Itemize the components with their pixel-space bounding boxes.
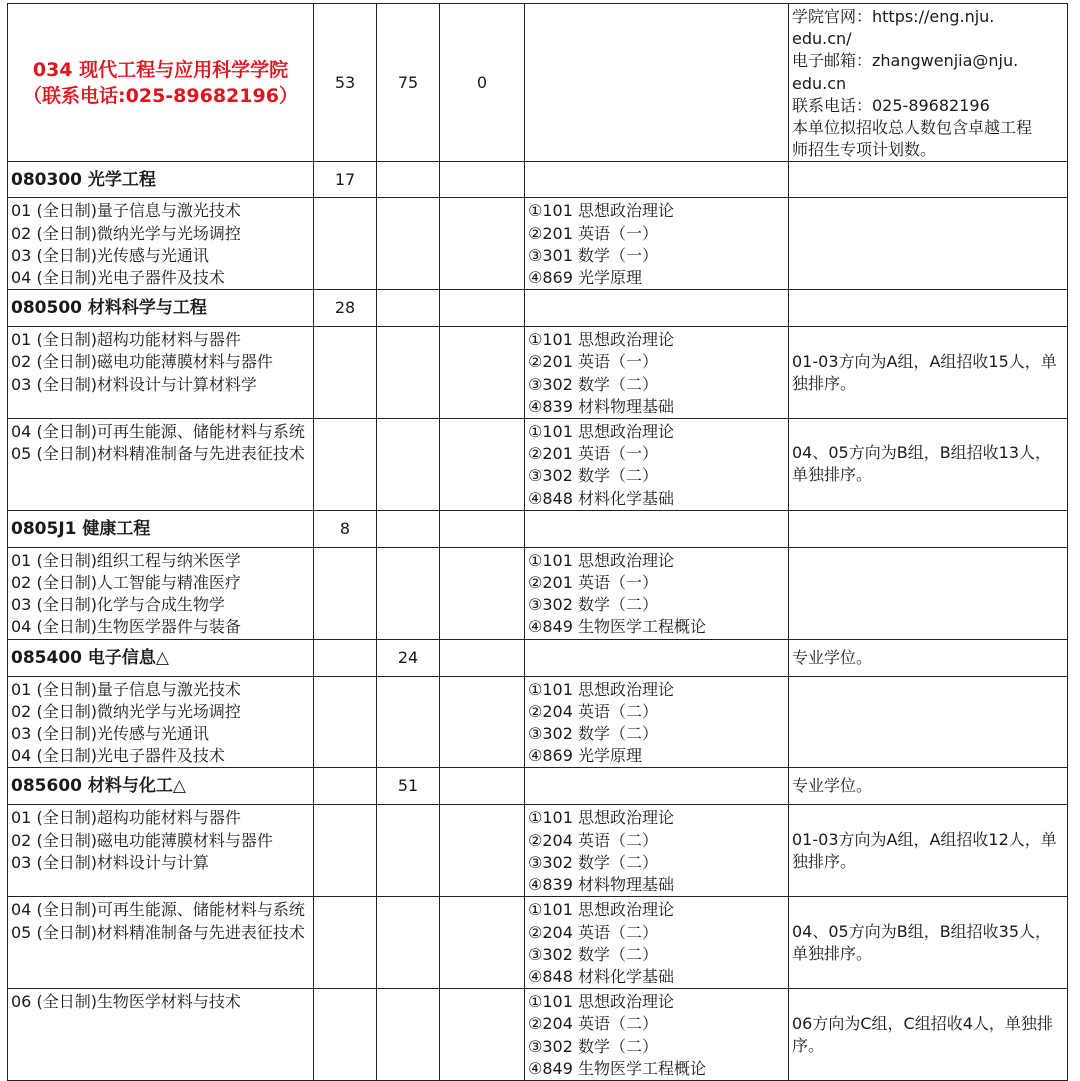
college-name-cell — [8, 4, 314, 162]
college-name: 034 现代工程与应用科学学院 — [32, 58, 289, 81]
group-count-academic — [314, 419, 377, 511]
group-col3 — [440, 198, 525, 290]
major-title: 085400 电子信息△ — [8, 639, 314, 676]
exam-subjects — [525, 547, 789, 639]
college-total: 53 — [314, 4, 377, 162]
exam-subject: ②204 英语（二） — [528, 1014, 658, 1034]
direction-list — [8, 989, 314, 1081]
major-title: 0805J1 健康工程 — [8, 510, 314, 547]
major-note — [789, 162, 1068, 198]
group-count-professional — [377, 805, 440, 897]
exam-subject: ②201 英语（一） — [528, 444, 658, 464]
exam-subject: ③302 数学（二） — [528, 944, 658, 964]
exam-subject: ③301 数学（一） — [528, 245, 658, 265]
exam-subject: ③302 数学（二） — [528, 852, 658, 872]
major-count-professional: 24 — [377, 639, 440, 676]
exam-subject: ③302 数学（二） — [528, 374, 658, 394]
group-note — [789, 547, 1068, 639]
contact-line: 联系电话：025-89682196 — [792, 95, 990, 115]
exam-subject: ②204 英语（二） — [528, 922, 658, 942]
exam-subject: ③302 数学（二） — [528, 466, 658, 486]
direction-item: 02 (全日制)微纳光学与光场调控 — [11, 701, 241, 721]
group-col3 — [440, 419, 525, 511]
group-note: 01-03方向为A组，A组招收12人，单独排序。 — [789, 805, 1068, 897]
exam-subject: ①101 思想政治理论 — [528, 330, 674, 350]
direction-item: 02 (全日制)磁电功能薄膜材料与器件 — [11, 352, 273, 372]
exam-subject: ③302 数学（二） — [528, 595, 658, 615]
direction-list — [8, 897, 314, 989]
direction-item: 05 (全日制)材料精准制备与先进表征技术 — [11, 444, 305, 464]
contact-line: 本单位拟招收总人数包含卓越工程 — [792, 118, 1033, 138]
direction-item: 03 (全日制)光传感与光通讯 — [11, 724, 209, 744]
major-exam-cell — [525, 510, 789, 547]
direction-item: 03 (全日制)化学与合成生物学 — [11, 595, 225, 615]
contact-line: edu.cn/ — [792, 29, 852, 49]
major-title: 080500 材料科学与工程 — [8, 290, 314, 327]
direction-list — [8, 805, 314, 897]
exam-subject: ③302 数学（二） — [528, 1036, 658, 1056]
major-note: 专业学位。 — [789, 639, 1068, 676]
group-col3 — [440, 897, 525, 989]
direction-item: 04 (全日制)光电子器件及技术 — [11, 746, 225, 766]
exam-subject: ①101 思想政治理论 — [528, 679, 674, 699]
major-count-academic — [314, 639, 377, 676]
exam-subject: ④848 材料化学基础 — [528, 488, 674, 508]
direction-group-row — [8, 676, 1068, 768]
exam-subject: ④849 生物医学工程概论 — [528, 1058, 706, 1078]
group-count-academic — [314, 805, 377, 897]
group-count-academic — [314, 897, 377, 989]
group-note: 06方向为C组，C组招收4人，单独排序。 — [789, 989, 1068, 1081]
major-row — [8, 162, 1068, 198]
college-professional: 75 — [377, 4, 440, 162]
contact-line: 师招生专项计划数。 — [792, 140, 937, 160]
direction-item: 02 (全日制)人工智能与精准医疗 — [11, 573, 241, 593]
college-header-row — [8, 4, 1068, 162]
exam-subject: ①101 思想政治理论 — [528, 808, 674, 828]
group-count-professional — [377, 547, 440, 639]
group-count-professional — [377, 989, 440, 1081]
direction-group-row — [8, 989, 1068, 1081]
direction-group-row — [8, 547, 1068, 639]
direction-group-row — [8, 897, 1068, 989]
group-note: 04、05方向为B组，B组招收13人，单独排序。 — [789, 419, 1068, 511]
direction-list — [8, 327, 314, 419]
direction-group-row — [8, 419, 1068, 511]
exam-subject: ②204 英语（二） — [528, 830, 658, 850]
major-exam-cell — [525, 290, 789, 327]
table-body — [8, 4, 1068, 1081]
group-count-academic — [314, 547, 377, 639]
direction-item: 03 (全日制)材料设计与计算 — [11, 852, 209, 872]
exam-subjects — [525, 419, 789, 511]
group-note — [789, 676, 1068, 768]
direction-item: 03 (全日制)光传感与光通讯 — [11, 245, 209, 265]
exam-subject: ④869 光学原理 — [528, 268, 642, 288]
major-count-academic: 28 — [314, 290, 377, 327]
exam-subject: ②201 英语（一） — [528, 573, 658, 593]
group-note: 04、05方向为B组，B组招收35人，单独排序。 — [789, 897, 1068, 989]
exam-subject: ②201 英语（一） — [528, 223, 658, 243]
major-row — [8, 639, 1068, 676]
exam-subject: ④848 材料化学基础 — [528, 966, 674, 986]
major-col3 — [440, 162, 525, 198]
major-col3 — [440, 290, 525, 327]
major-exam-cell — [525, 162, 789, 198]
exam-subject: ④869 光学原理 — [528, 746, 642, 766]
direction-item: 06 (全日制)生物医学材料与技术 — [11, 992, 241, 1012]
exam-subject: ①101 思想政治理论 — [528, 422, 674, 442]
direction-item: 04 (全日制)生物医学器件与装备 — [11, 617, 241, 637]
exam-subjects — [525, 897, 789, 989]
major-count-academic — [314, 768, 377, 805]
direction-item: 01 (全日制)超构功能材料与器件 — [11, 808, 241, 828]
major-count-professional — [377, 290, 440, 327]
major-exam-cell — [525, 639, 789, 676]
major-title: 085600 材料与化工△ — [8, 768, 314, 805]
group-count-professional — [377, 676, 440, 768]
major-col3 — [440, 768, 525, 805]
direction-item: 04 (全日制)可再生能源、储能材料与系统 — [11, 900, 305, 920]
direction-list — [8, 419, 314, 511]
contact-line: 电子邮箱：zhangwenjia@nju. — [792, 51, 1019, 71]
exam-subjects — [525, 327, 789, 419]
major-note — [789, 510, 1068, 547]
group-count-professional — [377, 198, 440, 290]
major-row — [8, 768, 1068, 805]
major-title: 080300 光学工程 — [8, 162, 314, 198]
direction-list — [8, 547, 314, 639]
major-count-academic: 17 — [314, 162, 377, 198]
contact-line: edu.cn — [792, 73, 847, 93]
group-count-academic — [314, 676, 377, 768]
group-count-professional — [377, 419, 440, 511]
group-note — [789, 198, 1068, 290]
group-col3 — [440, 676, 525, 768]
major-count-professional: 51 — [377, 768, 440, 805]
direction-item: 01 (全日制)量子信息与激光技术 — [11, 679, 241, 699]
exam-subject: ④849 生物医学工程概论 — [528, 617, 706, 637]
admissions-table — [7, 3, 1068, 1081]
direction-item: 01 (全日制)超构功能材料与器件 — [11, 330, 241, 350]
group-count-academic — [314, 198, 377, 290]
exam-subject: ②204 英语（二） — [528, 701, 658, 721]
college-exam-cell — [525, 4, 789, 162]
college-contact-cell — [789, 4, 1068, 162]
group-count-professional — [377, 327, 440, 419]
college-phone: （联系电话:025-89682196） — [23, 84, 298, 107]
direction-item: 05 (全日制)材料精准制备与先进表征技术 — [11, 922, 305, 942]
group-count-academic — [314, 989, 377, 1081]
direction-list — [8, 198, 314, 290]
direction-item: 01 (全日制)组织工程与纳米医学 — [11, 550, 241, 570]
exam-subjects — [525, 805, 789, 897]
exam-subject: ②201 英语（一） — [528, 352, 658, 372]
contact-line: 学院官网：https://eng.nju. — [792, 7, 995, 26]
direction-group-row — [8, 198, 1068, 290]
exam-subject: ①101 思想政治理论 — [528, 992, 674, 1012]
exam-subject: ①101 思想政治理论 — [528, 900, 674, 920]
group-col3 — [440, 805, 525, 897]
group-col3 — [440, 989, 525, 1081]
exam-subject: ①101 思想政治理论 — [528, 201, 674, 221]
major-col3 — [440, 639, 525, 676]
group-note: 01-03方向为A组，A组招收15人，单独排序。 — [789, 327, 1068, 419]
group-count-professional — [377, 897, 440, 989]
major-col3 — [440, 510, 525, 547]
college-col3: 0 — [440, 4, 525, 162]
direction-group-row — [8, 327, 1068, 419]
exam-subject: ①101 思想政治理论 — [528, 550, 674, 570]
direction-item: 04 (全日制)光电子器件及技术 — [11, 268, 225, 288]
direction-item: 01 (全日制)量子信息与激光技术 — [11, 201, 241, 221]
exam-subject: ④839 材料物理基础 — [528, 875, 674, 895]
exam-subjects — [525, 989, 789, 1081]
major-row — [8, 290, 1068, 327]
group-col3 — [440, 547, 525, 639]
direction-group-row — [8, 805, 1068, 897]
major-count-professional — [377, 162, 440, 198]
exam-subject: ③302 数学（二） — [528, 724, 658, 744]
direction-list — [8, 676, 314, 768]
group-count-academic — [314, 327, 377, 419]
major-row — [8, 510, 1068, 547]
major-count-academic: 8 — [314, 510, 377, 547]
direction-item: 02 (全日制)磁电功能薄膜材料与器件 — [11, 830, 273, 850]
direction-item: 04 (全日制)可再生能源、储能材料与系统 — [11, 422, 305, 442]
group-col3 — [440, 327, 525, 419]
major-count-professional — [377, 510, 440, 547]
major-note: 专业学位。 — [789, 768, 1068, 805]
direction-item: 03 (全日制)材料设计与计算材料学 — [11, 374, 257, 394]
major-exam-cell — [525, 768, 789, 805]
exam-subjects — [525, 198, 789, 290]
direction-item: 02 (全日制)微纳光学与光场调控 — [11, 223, 241, 243]
exam-subject: ④839 材料物理基础 — [528, 396, 674, 416]
major-note — [789, 290, 1068, 327]
exam-subjects — [525, 676, 789, 768]
